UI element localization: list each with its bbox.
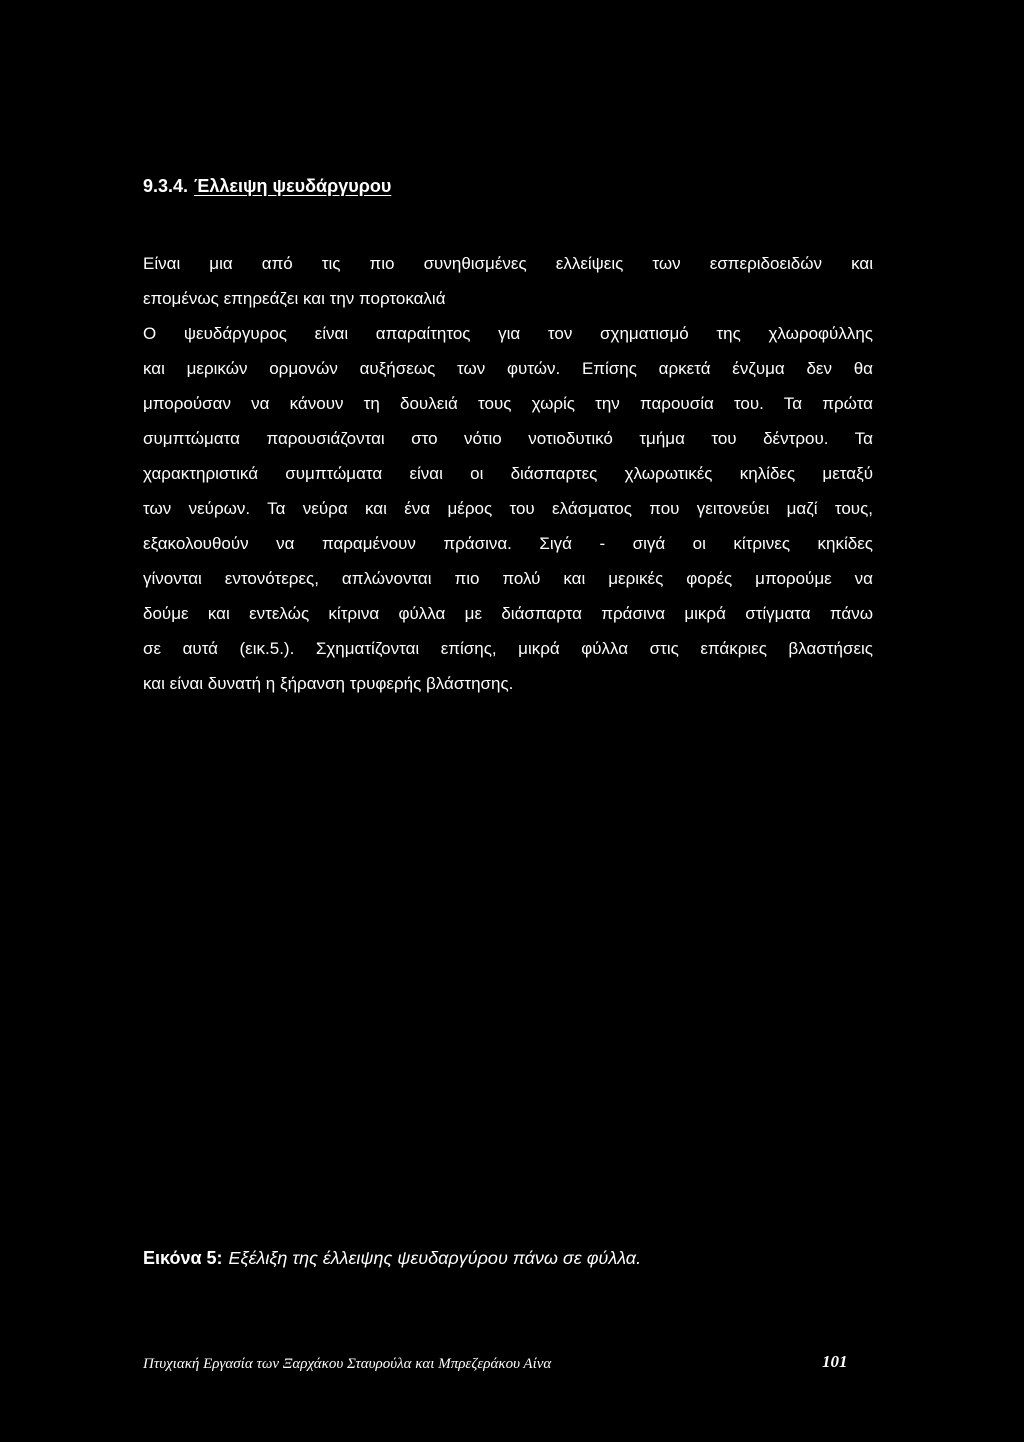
- paragraph-line: επομένως επηρεάζει και την πορτοκαλιά: [143, 289, 446, 308]
- paragraph-line: Είναι μια από τις πιο συνηθισμένες ελλείψεις των εσπεριδοειδών και: [143, 254, 873, 273]
- section-number: 9.3.4.: [143, 176, 189, 196]
- paragraph-line: των νεύρων. Τα νεύρα και ένα μέρος του ελάσματος που γειτονεύει μαζί τους,: [143, 499, 873, 518]
- paragraph-line: Ο ψευδάργυρος είναι απαραίτητος για τον σχηματισμό της χλωροφύλλης: [143, 324, 873, 343]
- caption-text: Εξέλιξη της έλλειψης ψευδαργύρου πάνω σε φύλλα.: [228, 1248, 642, 1268]
- paragraph-line: γίνονται εντονότερες, απλώνονται πιο πολύ και μερικές φορές μπορούμε να: [143, 569, 873, 588]
- section-title: Έλλειψη ψευδάργυρου: [194, 176, 392, 196]
- paragraph-line: σε αυτά (εικ.5.). Σχηματίζονται επίσης, μικρά φύλλα στις επάκριες βλαστήσεις: [143, 639, 873, 658]
- page-footer: Πτυχιακή Εργασία των Ξαρχάκου Σταυρούλα και Μπρεζεράκου Αίνα: [143, 1356, 552, 1372]
- caption-label: Εικόνα 5:: [143, 1248, 223, 1268]
- paragraph-line: εξακολουθούν να παραμένουν πράσινα. Σιγά - σιγά οι κίτρινες κηκίδες: [143, 534, 873, 553]
- page-number: 101: [822, 1352, 848, 1371]
- paragraph-line: μπορούσαν να κάνουν τη δουλειά τους χωρίς την παρουσία του. Τα πρώτα: [143, 394, 873, 413]
- paragraph-line: και είναι δυνατή η ξήρανση τρυφερής βλάστησης.: [143, 674, 514, 693]
- section-heading: [143, 176, 391, 197]
- paragraph-line: χαρακτηριστικά συμπτώματα είναι οι διάσπαρτες χλωρωτικές κηλίδες μεταξύ: [143, 464, 873, 483]
- figure-caption: [143, 1248, 641, 1269]
- paragraph-line: δούμε και εντελώς κίτρινα φύλλα με διάσπαρτα πράσινα μικρά στίγματα πάνω: [143, 604, 873, 623]
- paragraph-line: και μερικών ορμονών αυξήσεως των φυτών. Επίσης αρκετά ένζυμα δεν θα: [143, 359, 873, 378]
- paragraph-line: συμπτώματα παρουσιάζονται στο νότιο νοτιοδυτικό τμήμα του δέντρου. Τα: [143, 429, 873, 448]
- body-paragraph: [143, 246, 873, 701]
